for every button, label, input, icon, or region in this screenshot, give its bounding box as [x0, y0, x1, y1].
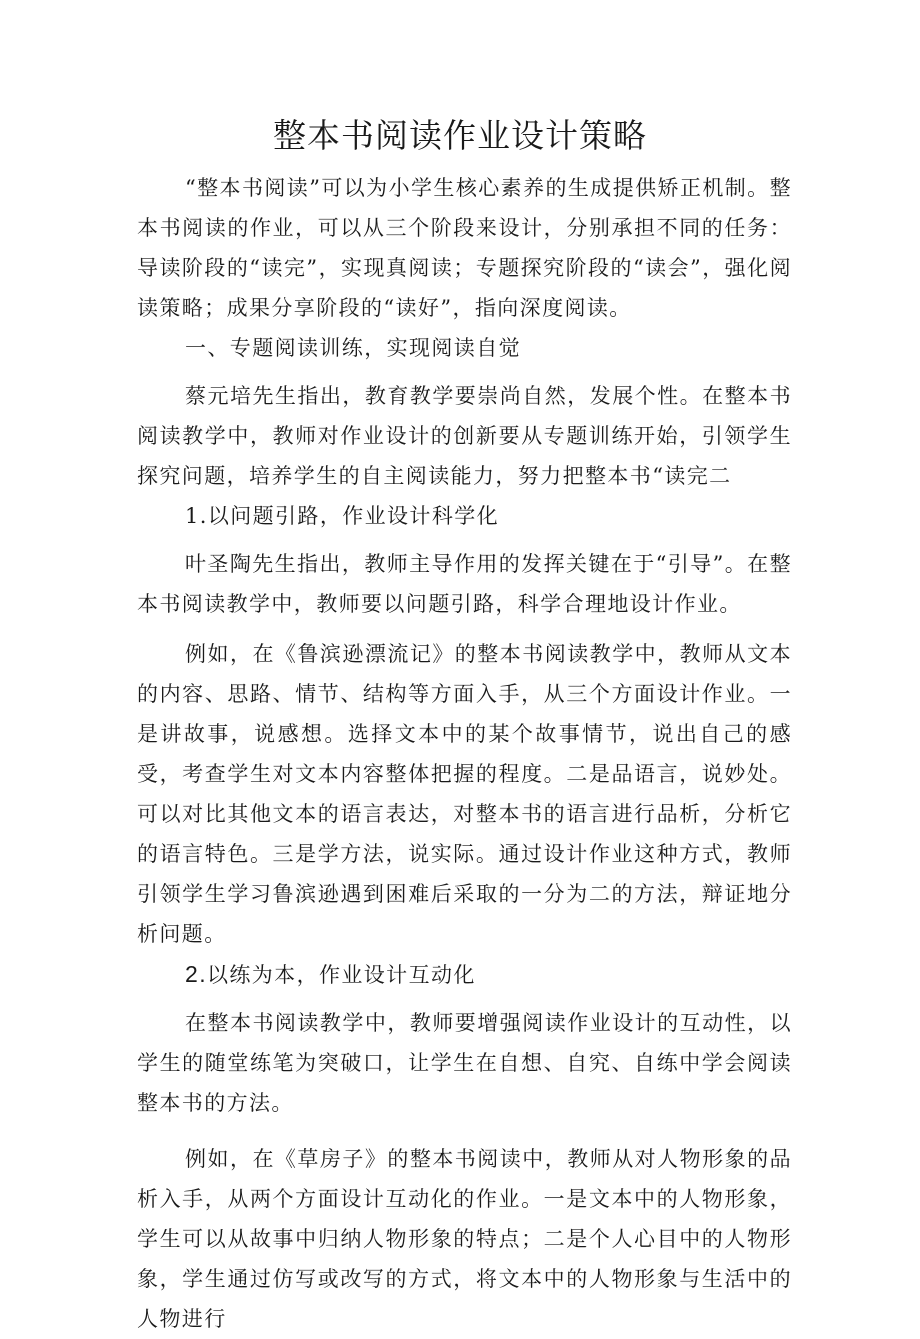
- intro-paragraph: “整本书阅读”可以为小学生核心素养的生成提供矫正机制。整本书阅读的作业，可以从三个阶段来设计，分别承担不同的任务：导读阶段的“读完”，实现真阅读；专题探究阶段的“读会”，强化阅读策略；成果分享阶段的“读好”，指向深度阅读。: [137, 176, 792, 320]
- paragraph-grass-house-example: 例如，在《草房子》的整本书阅读中，教师从对人物形象的品析入手，从两个方面设计互动化的作业。一是文本中的人物形象，学生可以从故事中归纳人物形象的特点；二是个人心目中的人物形象，学生通过仿写或改写的方式，将文本中的人物形象与生活中的人物进行: [137, 1147, 792, 1331]
- subheading-2: [137, 954, 792, 995]
- paragraph-robinson-example: 例如，在《鲁滨逊漂流记》的整本书阅读教学中，教师从文本的内容、思路、情节、结构等方面入手，从三个方面设计作业。一是讲故事，说感想。选择文本中的某个故事情节，说出自己的感受，考查学生对文本内容整体把握的程度。二是品语言，说妙处。可以对比其他文本的语言表达，对整本书的语言进行品析，分析它的语言特色。三是学方法，说实际。通过设计作业这种方式，教师引领学生学习鲁滨逊遇到困难后采取的一分为二的方法，辩证地分析问题。: [137, 642, 792, 946]
- document-title: 整本书阅读作业设计策略: [273, 116, 647, 155]
- document-body: [137, 168, 792, 1339]
- subheading-1: 1.以问题引路，作业设计科学化: [185, 504, 500, 528]
- paragraph-ye-shengtao: 叶圣陶先生指出，教师主导作用的发挥关键在于“引导”。在整本书阅读教学中，教师要以问题引路，科学合理地设计作业。: [137, 552, 792, 616]
- subheading-2-text: 以练为本，作业设计互动化: [206, 963, 476, 987]
- paragraph-cai-yuanpei: 蔡元培先生指出，教育教学要崇尚自然，发展个性。在整本书阅读教学中，教师对作业设计的创新要从专题训练开始，引领学生探究问题，培养学生的自主阅读能力，努力把整本书“读完二: [137, 384, 792, 488]
- section-heading-1: 一、专题阅读训练，实现阅读自觉: [185, 336, 521, 360]
- paragraph-interaction: 在整本书阅读教学中，教师要增强阅读作业设计的互动性，以学生的随堂练笔为突破口，让学生在自想、自究、自练中学会阅读整本书的方法。: [137, 1011, 792, 1115]
- subheading-2-number: 2.: [185, 961, 207, 987]
